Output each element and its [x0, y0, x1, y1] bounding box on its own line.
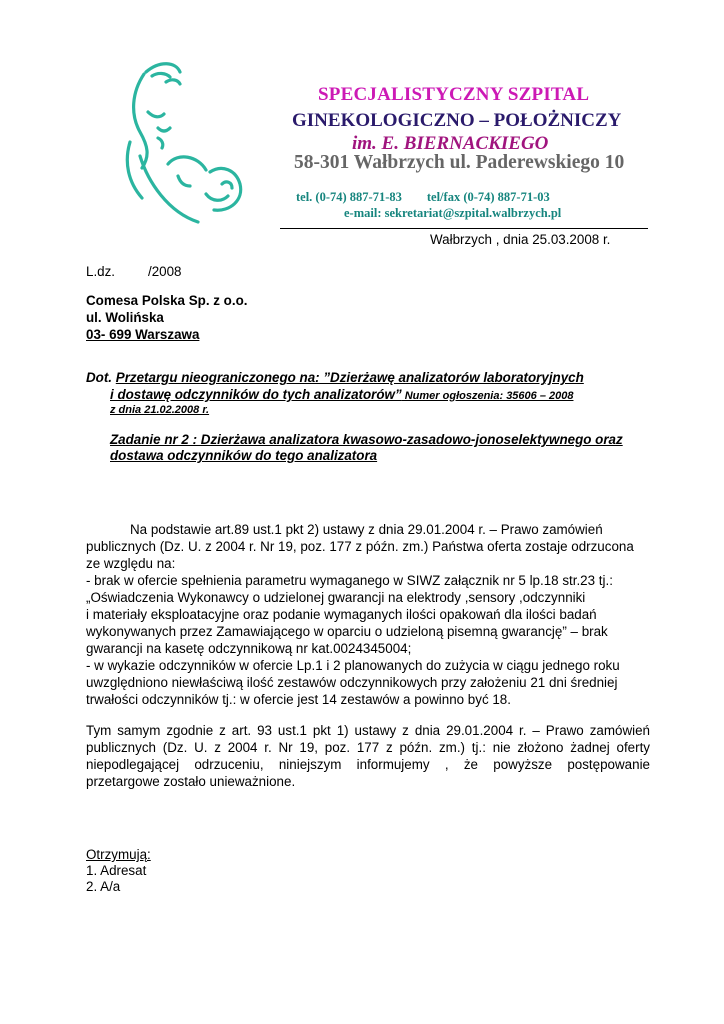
- body-p1-line3: ze względu na:: [86, 556, 176, 571]
- hospital-address: 58-301 Wałbrzych ul. Paderewskiego 10: [294, 152, 625, 173]
- ldz-label: L.dz.: [86, 264, 116, 279]
- body-p1-line8: gwarancji na kasetę odczynnikową nr kat.0024345004;: [86, 641, 412, 656]
- subject-prefix: Dot.: [86, 370, 113, 385]
- distribution-item: 2. A/a: [86, 879, 121, 894]
- body-p1-line10: uwzględniono niewłaściwą ilość zestawów odczynnikowych przy założeniu 21 dni średniej: [86, 675, 618, 690]
- hospital-logo-mother-child: [118, 52, 278, 230]
- ldz-value: /2008: [148, 264, 182, 279]
- hospital-name-line1: SPECJALISTYCZNY SZPITAL: [318, 84, 590, 105]
- date-line: Wałbrzych , dnia 25.03.2008 r.: [430, 232, 611, 247]
- body-p1-line7: wykonywanych przez Zamawiającego w oparciu o udzieloną pisemną gwarancję” – brak: [86, 624, 608, 639]
- body-p1-line4: - brak w ofercie spełnienia parametru wymaganego w SIWZ załącznik nr 5 lp.18 str.23 tj.:: [86, 573, 613, 588]
- body-p1-line6: i materiały eksploatacyjne oraz podanie wymaganych ilości opakowań dla ilości badań: [86, 607, 597, 622]
- body-p2-line2: publicznych (Dz. U. z 2004 r. Nr 19, poz. 177 z późn. zm.) tj.: nie złożono żadnej oferty: [86, 740, 650, 755]
- hospital-name-line2: GINEKOLOGICZNO – POŁOŻNICZY: [292, 110, 622, 131]
- subject-announcement-number: Numer ogłoszenia: 35606 – 2008: [401, 390, 574, 402]
- subject-date: z dnia 21.02.2008 r.: [110, 404, 210, 416]
- hospital-patron: im. E. BIERNACKIEGO: [352, 133, 549, 154]
- body-p1-line11: trwałości odczynników tj.: w ofercie jest 14 zestawów a powinno być 18.: [86, 692, 511, 707]
- subject-text2a: i dostawę odczynników do tych analizatorów”: [110, 387, 402, 402]
- hospital-phone: tel. (0-74) 887-71-83 tel/fax (0-74) 887-71-03: [296, 190, 550, 204]
- task-line2: dostawa odczynników do tego analizatora: [110, 448, 378, 463]
- subject-text1: Przetargu nieograniczonego na: ”Dzierżawę analizatorów laboratoryjnych: [115, 370, 584, 385]
- body-p1-line1: Na podstawie art.89 ust.1 pkt 2) ustawy z dnia 29.01.2004 r. – Prawo zamówień: [130, 522, 603, 537]
- subject-line1: [86, 369, 584, 386]
- body-p1-line9: - w wykazie odczynników w ofercie Lp.1 i 2 planowanych do zużycia w ciągu jednego roku: [86, 658, 620, 673]
- hospital-email: e-mail: sekretariat@szpital.walbrzych.pl: [344, 206, 562, 220]
- recipient-city: 03- 699 Warszawa: [86, 327, 200, 342]
- distribution-item: 1. Adresat: [86, 863, 147, 878]
- recipient-street: ul. Wolińska: [86, 310, 164, 325]
- body-p2-line4: przetargowe zostało unieważnione.: [86, 774, 296, 789]
- body-p1-line5: „Oświadczenia Wykonawcy o udzielonej gwarancji na elektrody ,sensory ,odczynniki: [86, 590, 586, 605]
- distribution-title: Otrzymują:: [86, 847, 151, 862]
- body-p1-line2: publicznych (Dz. U. z 2004 r. Nr 19, poz. 177 z późn. zm.) Państwa oferta zostaje odrzucona: [86, 539, 634, 554]
- body-p2-line3: niepodlegającej odrzuceniu, niniejszym informujemy , że powyższe postępowanie: [86, 757, 650, 772]
- body-p2-line1: Tym samym zgodnie z art. 93 ust.1 pkt 1) ustawy z dnia 29.01.2004 r. – Prawo zamówień: [86, 723, 650, 738]
- task-line1: Zadanie nr 2 : Dzierżawa analizatora kwasowo-zasadowo-jonoselektywnego oraz: [110, 432, 623, 447]
- recipient-name: Comesa Polska Sp. z o.o.: [86, 293, 248, 308]
- header-divider: [280, 228, 648, 229]
